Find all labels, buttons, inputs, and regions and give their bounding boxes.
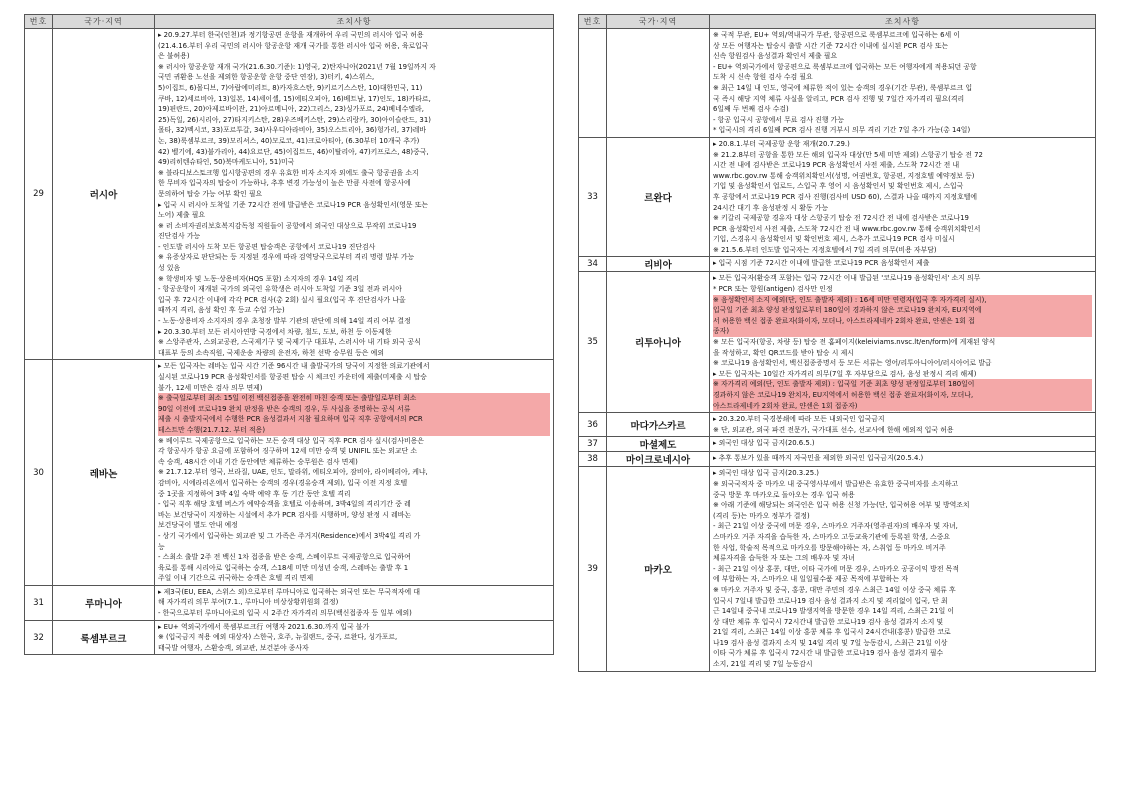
measure-line: 입국시 7일내 발급한 코로나19 검사 음성 결과지 소지 및 격리없이 입국, 단 최 <box>713 596 948 605</box>
measure-line: 국민 귀환용 노선을 제외한 항공운항 운항 중단 연장), 3)터키, 4)스위스, <box>158 73 375 82</box>
measure-line: 능 <box>158 542 165 551</box>
table-row <box>25 585 554 620</box>
left-page-table <box>24 14 554 785</box>
header-measures: 조치사항 <box>710 15 1096 29</box>
measure-line: ▸ 20.3.20.부터 국경봉쇄에 따라 모든 내외국인 입국금지 <box>713 415 885 424</box>
country-name: 마이크로네시아 <box>607 452 710 467</box>
measure-line: 소지, 21일 격리 및 7일 능동감시 <box>713 660 813 669</box>
measure-line: 에 부합하는 자, 스마카오 내 일일필수품 제공 목적에 부합하는 자 <box>713 575 908 584</box>
measure-line: 24시간 대기 후 음성판정 시 활동 가능 <box>713 203 829 212</box>
measure-line: 도착 시 신속 항원 검사 수검 필요 <box>713 73 813 82</box>
measure-line: ▸ 20.9.27.부터 한국(인천)과 정기항공편 운항을 재개하여 우리 국민의 러시아 입국 허용 <box>158 31 424 39</box>
country-name <box>607 29 710 138</box>
measure-line: - EU+ 역외국가에서 항공편으로 룩셈부르크에 입국하는 모든 여행자에게 적용되던 공항 <box>713 62 977 71</box>
highlighted-measure-line: 아스트라제네카 2회차 완료, 얀센은 1회 접종자) <box>713 401 1092 412</box>
table-row <box>579 452 1096 467</box>
measure-line: 바논 보건당국이 지정하는 시설에서 추가 PCR 검사를 시행하며, 양성 판정 시 레바논 <box>158 510 412 519</box>
measure-line: 각 항공사가 항공 요금에 포함하여 징구하며 12세 미만 승객 및 UNIFIL 또는 외교단 소 <box>158 447 417 456</box>
measure-line: (21.4.16.부터 우리 국민의 러시아 항공운항 재개 국가를 통한 러시아 입국 허용, 육로입국 <box>158 41 429 50</box>
country-name: 리비아 <box>607 257 710 272</box>
measure-line: - 입국 직후 해당 호텔 버스가 예약승객을 호텔로 이송하며, 3박4일의 격리기간 중 레 <box>158 500 411 509</box>
measure-line: 감비아, 시에라리온에서 입국하는 승객의 경우(경유승객 제외), 입국 이전 지정 호텔 <box>158 478 408 487</box>
measure-line: ▸ 외국인 대상 입국 금지(20.3.25.) <box>713 469 819 478</box>
measure-line: ※ 모든 입국자(항공, 차량 등) 탑승 전 홈페이지(keleiviams.nvsc.lt/en/form)에 게재된 양식 <box>713 338 996 347</box>
measure-line: 한 무비자 입국자의 탑승이 가능하나, 추후 변경 가능성이 높은 만큼 사전에 항공사에 <box>158 179 411 188</box>
measure-line: - 상기 국가에서 입국하는 외교관 및 그 가족은 주거지(Residence)에서 3박4일 격리 가 <box>158 531 421 540</box>
measure-line: 태국발 여행자, 스환승객, 외교관, 보건분야 종사자 <box>158 643 309 652</box>
measure-line: ▸ 모든 입국자(환승객 포함)는 입국 72시간 이내 발급된 '코로나19 음성확인서' 소지 의무 <box>713 274 981 283</box>
measure-line: 스마카오 거주 자격을 습득한 자, 스마카오 고등교육기관에 등록된 학생, 스중요 <box>713 532 951 541</box>
measure-line: 25)독일, 26)시리아, 27)타지키스탄, 28)우즈베키스탄, 29)스리랑카, 30)아이슬란드, 31) <box>158 115 431 124</box>
measure-line: ※ 외국국적자 중 마카오 내 중국영사부에서 발급받은 유효한 중국비자를 소지하고 <box>713 479 959 488</box>
measures-cell <box>710 467 1096 671</box>
measure-line: 속 승객, 48시간 이내 기간 동안에만 체류하는 승무원은 검사 면제) <box>158 457 358 466</box>
country-name: 마셜제도 <box>607 437 710 452</box>
measure-line: 주일 이내 기간으로 귀국하는 승객은 호텔 격리 면제 <box>158 574 314 583</box>
measure-line: 42) 벨기에, 43)불가리아, 44)요르단, 45)이집트드, 46)이탈리아, 47)키프로스, 48)중국, <box>158 147 429 156</box>
measure-line: ※ 코로나19 음성확인서, 백신접종증명서 등 모든 서류는 영어/리투아니아어/러시아어로 발급 <box>713 359 992 368</box>
measures-cell <box>710 452 1096 467</box>
table-row <box>579 29 1096 138</box>
measure-line: 쿠바, 12)세르비아, 13)일본, 14)세이셸, 15)에티오피아, 16)베트남, 17)인도, 18)카타르, <box>158 94 431 103</box>
measures-cell <box>155 620 554 655</box>
table-row <box>579 413 1096 437</box>
country-name: 르완다 <box>607 137 710 257</box>
measure-line: 한 사업, 학술적 목적으로 마카오를 방문해야하는 자, 스취업 등 마카오 비거주 <box>713 543 946 552</box>
highlighted-measure-line: ※ 출국일로부터 최소 15일 이전 백신접종을 완전히 마친 승객 또는 출발일로부터 최소 <box>158 393 550 404</box>
row-number: 33 <box>579 137 607 257</box>
measure-line: - 최근 21일 이상 홍콩, 대만, 이타 국가에 머문 경우, 스마카오 공공이익 방전 목적 <box>713 564 959 573</box>
country-name: 룩셈부르크 <box>53 620 155 655</box>
measure-line: ※ 21.7.12.부터 영국, 브라질, UAE, 인도, 말라위, 에티오피아, 잠비아, 라이베리아, 케냐, <box>158 468 428 477</box>
measure-line: 해 자가격리 의무 부여(7.1., 루마니아 비상상황위원회 결정) <box>158 598 339 607</box>
measure-line: 체류자격을 습득한 자 또는 그의 배우자 및 자녀 <box>713 554 855 563</box>
measure-line: ▸ 20.8.1.부터 국제공항 운항 재개(20.7.29.) <box>713 139 850 148</box>
measure-line: ※ 국적 무관, EU+ 역외/역내국가 무관, 항공편으로 룩셈부르크에 입국하는 6세 이 <box>713 31 960 39</box>
table-row <box>579 272 1096 413</box>
measure-line: ▸ 입국 시점 기준 72시간 이내에 발급한 코로나19 PCR 음성확인서 제출 <box>713 259 930 268</box>
measure-line: 5)이집트, 6)몰디브, 7)아랍에미리트, 8)카자흐스탄, 9)키르기스스탄, 10)대한민국, 11) <box>158 83 423 92</box>
measure-line: - 노동·상용비자 소지자의 경우 초청장 발부 기관의 판단에 의해 14일 격리 여부 결정 <box>158 317 411 326</box>
row-number: 35 <box>579 272 607 413</box>
highlighted-measure-line: 종자) <box>713 326 1092 337</box>
measure-line: 상 모든 여행자는 탑승시 출발 시간 기준 72시간 이내에 실시된 PCR 검사 또는 <box>713 41 949 50</box>
country-name: 리투아니아 <box>607 272 710 413</box>
measure-line: ※ 21.2.8부터 공항을 통한 모든 해외 입국자 대상(만 5세 미만 제외) 스항공기 탑승 전 72 <box>713 150 983 159</box>
row-number: 34 <box>579 257 607 272</box>
row-number: 38 <box>579 452 607 467</box>
measure-line: - 한국으로부터 루마니아로의 입국 시 2주간 자가격리 의무(백신접종자 등 일부 예외) <box>158 609 412 618</box>
measures-cell <box>710 257 1096 272</box>
row-number <box>579 29 607 138</box>
measure-line: 상 대만 체류 후 입국시 72시간내 발급한 코로나19 검사 음성 결과지 소지 및 <box>713 617 944 626</box>
measure-line: ※ 베이루트 국제공항으로 입국하는 모든 승객 대상 입국 직후 PCR 검사 실시(검사비용은 <box>158 436 424 445</box>
measure-line: 국 즉시 해당 지역 체류 사실을 알리고, PCR 검사 진행 및 7일간 자가격리 필요(격리 <box>713 94 965 103</box>
measure-line: 49)리히텐슈타인, 50)북마케도니아, 51)미국 <box>158 158 295 167</box>
country-name: 레바논 <box>53 360 155 585</box>
measure-line: 중국 방문 후 마카오로 돌아오는 경우 입국 허용 <box>713 490 855 499</box>
measure-line: - 스최소 출발 2주 전 백신 1차 접종을 받은 승객, 스베이루트 국제공항으로 입국하여 <box>158 553 411 562</box>
header-country: 국가·지역 <box>53 15 155 29</box>
table-header-row <box>579 15 1096 29</box>
measure-line: 성 있음 <box>158 264 181 273</box>
measure-line: 육로를 통해 시리아로 입국하는 승객, 스18세 미만 미성년 승객, 스레바논 출발 후 1 <box>158 563 409 572</box>
measure-line: ▸ EU+ 역외국가에서 룩셈부르크行 여행자 2021.6.30.까지 입국 불가 <box>158 622 370 631</box>
highlighted-measure-line: 경과하지 않은 코로나19 완치자, EU지역에서 허용한 백신 접종 완료자(화이자, 모더나, <box>713 390 1092 401</box>
measures-cell <box>710 272 1096 413</box>
measure-line: * 입국시의 격리 6일째 PCR 검사 진행 거부시 의무 격리 기간 7일 추가 가능(총 14일) <box>713 126 971 135</box>
measure-line: 시간 전 내에 검사받은 코로나19 PCR 음성확인서 사전 제출, 스도착 72시간 전 내 <box>713 161 960 170</box>
measure-line: ※ 러 소비자권리보호복지감독청 직원들이 공항에서 외국인 대상으로 무작위 코로나19 <box>158 221 417 230</box>
measure-line: ※ 유증상자로 판단되는 등 지정된 경우에 따라 검역당국으로부터 격리 명령 발부 가능 <box>158 253 415 262</box>
measure-line: ※ 키갈리 국제공항 경유자 대상 스항공기 탑승 전 72시간 전 내에 검사받은 코로나19 <box>713 214 969 223</box>
highlighted-measure-line: 입국일 기준 최초 양성 판정일로부터 180일이 경과하지 않은 코로나19 완치자, EU지역에 <box>713 305 1092 316</box>
highlighted-measure-line: ※ 자가격리 예외(단, 인도 출발자 제외) : 입국일 기준 최초 양성 판정일로부터 180일이 <box>713 379 1092 390</box>
measure-line: ※ 단, 외교관, 외국 파견 전문가, 국가대표 선수, 선교사에 한해 예외적 입국 허용 <box>713 425 954 434</box>
measures-cell <box>710 437 1096 452</box>
measure-line: ※ 학생비자 및 노동·상용비자(HQS 포함) 소지자의 경우 14일 격리 <box>158 274 360 283</box>
measure-line: ※ 21.5.6.부터 인도발 입국자는 지정호텔에서 7일 격리 의무(비용 자부담) <box>713 245 937 254</box>
measures-cell <box>155 360 554 585</box>
highlighted-measure-line: 제출 시 출발지국에서 수행한 PCR 음성결과서 지참 필요하며 입국 직후 공항에서의 PCR <box>158 414 550 425</box>
table-row <box>25 29 554 360</box>
measure-line: ▸ 외국인 대상 입국 금지(20.6.5.) <box>713 439 815 448</box>
measure-line: PCR 음성확인서 사전 제출, 스도착 72시간 전 내 www.rbc.gov.rw 통해 승객위치확인서 <box>713 224 981 233</box>
measures-cell <box>710 413 1096 437</box>
measure-line: 실시된 코로나19 PCR 음성확인서를 항공편 탑승 시 체크인 카운터에 제출(미제출 시 탑승 <box>158 373 427 381</box>
measures-cell <box>155 29 554 360</box>
highlighted-measure-line: 90일 이전에 코로나19 완치 판정을 받은 승객의 경우, 두 사실을 증명하는 공식 서류 <box>158 404 550 415</box>
measure-line: ※ 마카오 거주자 및 중국, 홍콩, 대만 주민의 경우 스최근 14일 이상 중국 체류 후 <box>713 585 956 594</box>
header-measures: 조치사항 <box>155 15 554 29</box>
measure-line: - 인도발 러시아 도착 모든 항공편 탑승객은 공항에서 코로나19 진단검사 <box>158 242 376 251</box>
measure-line: (격리 등)는 마카오 정부가 결정) <box>713 511 810 520</box>
table-row <box>579 467 1096 671</box>
header-no: 번호 <box>579 15 607 29</box>
measures-table-left <box>24 14 554 655</box>
measure-line: ▸ 모든 입국자는 레바논 입국 시간 기준 96시간 내 출발국가의 당국이 지정한 의료기관에서 <box>158 362 430 371</box>
measure-line: 기입, 스경유시 음성확인서 및 확인번호 제시, 스추가 코로나19 PCR 검사 미실시 <box>713 235 955 244</box>
measure-line: 불가, 12세 미만은 검사 의무 면제) <box>158 383 263 392</box>
measure-line: 신속 항원검사 음성결과 확인서 제출 필요 <box>713 52 838 61</box>
measure-line: 나19 검사 음성 결과지 소지 및 14일 격리 및 7일 능동감시, 스최근 21일 이상 <box>713 638 948 647</box>
row-number: 32 <box>25 620 53 655</box>
country-name: 러시아 <box>53 29 155 360</box>
measure-line: 때까지 격리, 음성 확인 후 등교 수업 가능) <box>158 306 285 315</box>
measures-table-right <box>578 14 1096 672</box>
measure-line: 6일째 두 번째 검사 수검) <box>713 105 789 114</box>
row-number: 39 <box>579 467 607 671</box>
measure-line: 입국 후 72시간 이내에 각각 PCR 검사(총 2회) 실시 필요(입국 후 진단검사가 나올 <box>158 295 406 304</box>
table-header-row <box>25 15 554 29</box>
measure-line: 중 1곳을 지정하여 3박 4일 숙박 예약 후 동 기간 동안 호텔 격리 <box>158 489 351 498</box>
measure-line: ▸ 모든 입국자는 10일간 자가격리 의무(7일 후 자부담으로 검사, 음성 판정시 격리 해제) <box>713 369 977 378</box>
highlighted-measure-line: 테스트만 수행(21.7.12. 부터 적용) <box>158 425 550 436</box>
measure-line: ※ 아래 기준에 해당되는 외국인은 입국 허용 신청 가능(단, 입국허용 여부 및 방역조치 <box>713 501 970 510</box>
measure-line: 21일 격리, 스최근 14일 이상 홍콩 체류 후 입국시 24시간내(홍콩) 발급한 코로 <box>713 628 951 637</box>
country-name: 마다가스카르 <box>607 413 710 437</box>
measure-line: ▸ 20.3.30.부터 모든 러시아연방 국경에서 차량, 철도, 도보, 하천 등 이동제한 <box>158 327 392 336</box>
highlighted-measure-line: ※ 음성확인서 소지 예외(단, 인도 출발자 제외) : 16세 미만 연령자(입국 후 자가격리 실시), <box>713 295 1092 306</box>
measure-line: 기입 및 음성확인서 업로드, 스입국 후 영어 시 음성확인서 및 확인번호 제시, 스입국 <box>713 182 964 191</box>
measure-line: 대표부 등의 소속직원, 국제운송 차량의 운전자, 하천 선박 승무원 등은 예외 <box>158 348 384 357</box>
measure-line: ※ 최근 14일 내 인도, 영국에 체류한 적이 있는 승객의 경우(기간 무관), 룩셈부르크 입 <box>713 83 973 92</box>
measure-line: 이타 국가 체류 후 입국시 72시간 내 발급한 코로나19 검사 음성 결과지 필수 <box>713 649 944 658</box>
measure-line: - 항공 입국시 공항에서 무료 검사 진행 가능 <box>713 115 844 124</box>
header-no: 번호 <box>25 15 53 29</box>
measure-line: 19)핀란드, 20)아제르바이잔, 21)아르메니아, 22)그리스, 23)싱가포르, 24)베네수엘라, <box>158 105 424 114</box>
country-name: 루마니아 <box>53 585 155 620</box>
measures-cell <box>155 585 554 620</box>
table-row <box>579 257 1096 272</box>
table-row <box>579 437 1096 452</box>
measure-line: - 최근 21일 이상 중국에 머문 경우, 스마카오 거주자(영주권자)의 배우자 및 자녀, <box>713 522 958 531</box>
right-page-table <box>578 14 1096 785</box>
table-row <box>579 137 1096 257</box>
measure-line: ※ 블라디보스토크행 입시항공편의 경우 유효한 비자 소지자 외에도 출국 항공권을 소지 <box>158 168 419 177</box>
measure-line: ▸ 제3국(EU, EEA, 스위스 외)으로부터 루마니아로 입국하는 외국인 또는 무국적자에 대 <box>158 587 421 596</box>
measures-cell <box>710 137 1096 257</box>
measure-line: 논, 38)룩셈부르크, 39)모리셔스, 40)모로코, 41)크로아티아, (6.30부터 10개국 추가) <box>158 136 420 145</box>
measure-line: 노어) 제출 필요 <box>158 211 206 220</box>
row-number: 30 <box>25 360 53 585</box>
row-number: 36 <box>579 413 607 437</box>
measure-line: - 항공운항이 재개된 국가의 외국인 유학생은 러시아 도착일 기준 3일 전과 러시아 <box>158 285 402 294</box>
measure-line: 은 불허용) <box>158 52 190 61</box>
highlighted-measure-line: 서 허용한 백신 접종 완료자(화이자, 모더나, 아스트라제네카 2회차 완료, 얀센은 1회 접 <box>713 316 1092 327</box>
measure-line: 보건당국이 별도 안내 예정 <box>158 521 238 530</box>
measure-line: 을 작성하고, 확인 QR코드를 받아 탑승 시 제시 <box>713 348 854 357</box>
measure-line: www.rbc.gov.rw 통해 승객위치확인서(성명, 여권번호, 항공편, 지정호텔 예약정보 등) <box>713 171 975 180</box>
measure-line: 문의하여 탑승 가능 여부 확인 필요 <box>158 189 263 198</box>
measure-line: ※ 러시아 항공운항 재개 국가(21.6.30.기준): 1)영국, 2)탄자니아(2021년 7월 19일까지 자 <box>158 62 436 71</box>
measure-line: ※ (입국금지 적용 예외 대상자) 스한국, 호주, 뉴질랜드, 중국, 르완다, 싱가포르, <box>158 633 398 642</box>
table-row <box>25 620 554 655</box>
table-row <box>25 360 554 585</box>
measure-line: ▸ 입국 시 러시아 도착일 기준 72시간 전에 발급받은 코로나19 PCR 음성확인서(영문 또는 <box>158 200 429 209</box>
header-country: 국가·지역 <box>607 15 710 29</box>
measure-line: 근 14일내 중국내 코로나19 발생지역을 방문한 경우 14일 격리, 스최근 21일 이 <box>713 607 955 616</box>
measure-line: * PCR 또는 항원(antigen) 검사만 인정 <box>713 285 833 294</box>
measure-line: ▸ 추후 통보가 있을 때까지 자국민을 제외한 외국인 입국금지(20.5.4.) <box>713 454 924 463</box>
row-number: 37 <box>579 437 607 452</box>
row-number: 31 <box>25 585 53 620</box>
measure-line: 진단검사 가능 <box>158 232 201 241</box>
measure-line: 후 공항에서 코로나19 PCR 검사 진행(검사비 USD 60), 스결과 나올 때까지 지정호텔에 <box>713 192 978 201</box>
measures-cell <box>710 29 1096 138</box>
measure-line: ※ 스앙주관자, 스외교공관, 스국제기구 및 국제기구 대표부, 스러시아 내 기타 외국 공식 <box>158 338 421 347</box>
country-name: 마카오 <box>607 467 710 671</box>
row-number: 29 <box>25 29 53 360</box>
measure-line: 몰타, 32)멕시코, 33)포르투갈, 34)사우디아라비아, 35)오스트리아, 36)헝가리, 37)레바 <box>158 126 427 135</box>
